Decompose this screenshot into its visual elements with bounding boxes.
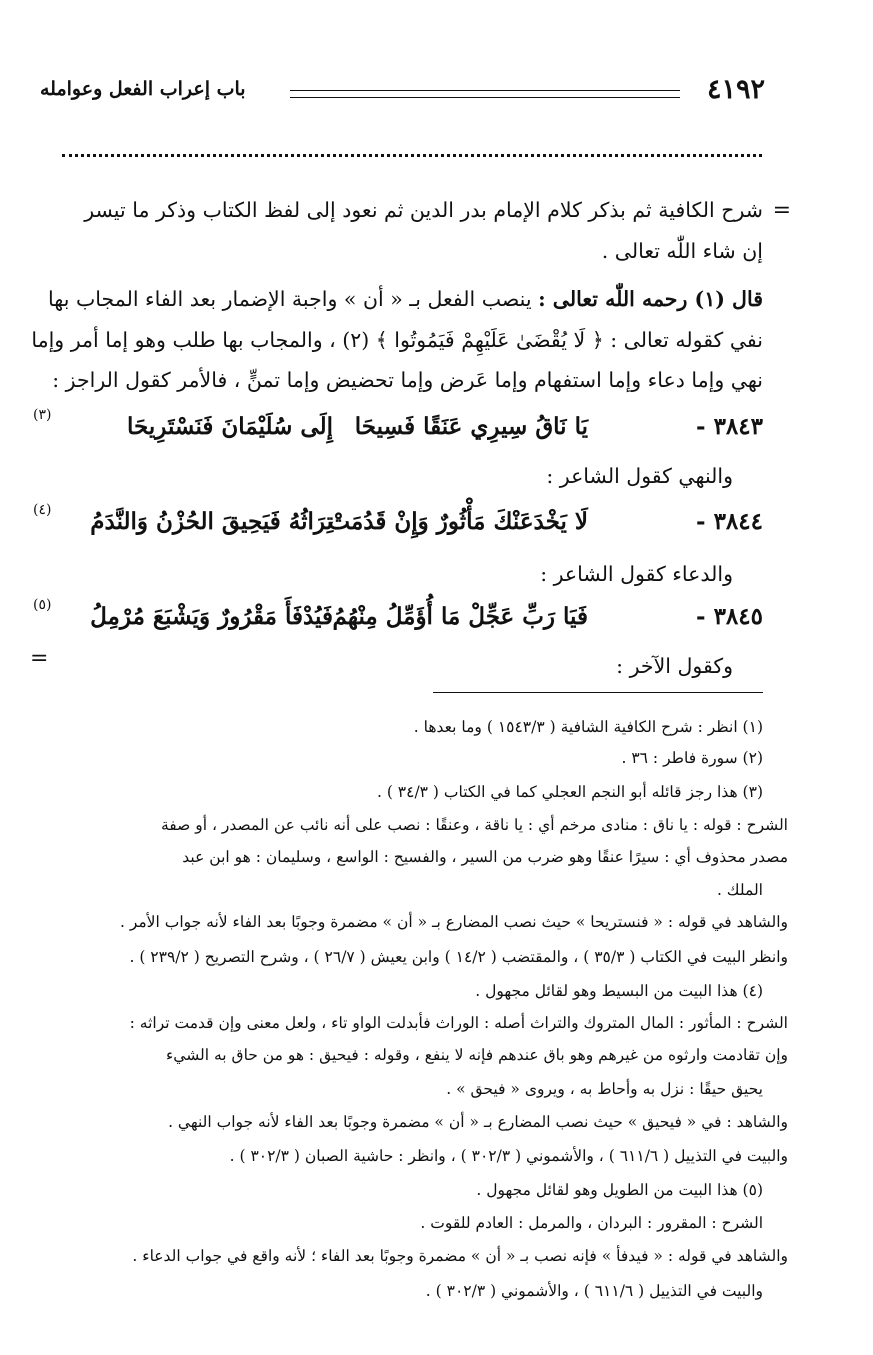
verse-number: ٣٨٤٥ - <box>696 603 763 630</box>
footnote-line: والشاهد في قوله : « فيدفأ » فإنه نصب بـ « أن » مضمرة وجوبًا بعد الفاء ؛ لأنه واقع في جواب الدعاء . <box>132 1247 788 1265</box>
dotted-divider <box>62 154 762 157</box>
footnote-line: يحيق حيقًا : نزل به وأحاط به ، ويروى « فيحق » . <box>446 1080 763 1098</box>
verse-3845 <box>33 597 763 637</box>
verse-hemistich-2: تِرَاثُهُ فَيَحِيقَ الحُزْنُ وَالنَّدَمُ <box>90 508 333 535</box>
verse-hemistich-1: لَا يَخْدَعَنْكَ مَأْثُورٌ وَإِنْ قَدُمَتْ <box>328 508 588 535</box>
footnote-line: (٤) هذا البيت من البسيط وهو لقائل مجهول . <box>475 982 763 1000</box>
footnote-line: الملك . <box>716 881 763 899</box>
chapter-title: باب إعراب الفعل وعوامله <box>40 78 246 100</box>
footnote-line: وإن تقادمت وارثوه من غيرهم وهو باق عندهم فإنه لا ينفع ، وقوله : فيحيق : هو من حاق به الشيء <box>166 1046 788 1064</box>
footnote-separator <box>433 692 763 693</box>
footnote-line: الشرح : قوله : يا ناق : منادى مرخم أي : يا ناقة ، وعنقًا : نصب على أنه نائب عن المصدر ، أو صفة <box>160 816 788 834</box>
footnote-ref: (٤) <box>33 502 52 518</box>
verse-3844 <box>33 502 763 542</box>
footnote-line: والبيت في التذييل ( ٦١١/٦ ) ، والأشموني ( ٣٠٢/٣ ) . <box>425 1282 763 1300</box>
footnote-line: (٣) هذا رجز قائله أبو النجم العجلي كما في الكتاب ( ٣٤/٣ ) . <box>376 783 763 801</box>
verse-3843 <box>33 407 763 447</box>
footnote-line: والشاهد : في « فيحيق » حيث نصب المضارع بـ « أن » مضمرة وجوبًا بعد الفاء لأنه جواب النهي . <box>168 1113 788 1131</box>
verse-intro-nahy: والنهي كقول الشاعر : <box>546 464 733 488</box>
verse-number: ٣٨٤٤ - <box>696 508 763 535</box>
footnote-line: والشاهد في قوله : « فنستريحا » حيث نصب المضارع بـ « أن » مضمرة وجوبًا بعد الفاء لأنه جواب الأمر . <box>119 913 788 931</box>
verse-hemistich-1: فَيَا رَبِّ عَجِّلْ مَا أُؤَمِّلُ مِنْهُمُ <box>332 603 588 630</box>
verse-hemistich-1: يَا نَاقُ سِيرِي عَنَقًا فَسِيحَا <box>354 413 588 440</box>
footnote-line: (١) انظر : شرح الكافية الشافية ( ١٥٤٣/٣ ) وما بعدها . <box>413 718 763 736</box>
paragraph-line-1-text: ينصب الفعل بـ « أن » واجبة الإضمار بعد الفاء المجاب بها <box>48 287 532 311</box>
footnote-line: الشرح : المأثور : المال المتروك والتراث أصله : الوراث فأبدلت الواو تاء ، ولعل معنى وإن قدمت تراثه : <box>129 1014 788 1032</box>
paragraph-line-2: نفي كقوله تعالى : ﴿ لَا يُقْضَىٰ عَلَيْهِمْ فَيَمُوتُوا ﴾ (٢) ، والمجاب بها طلب وهو إما أمر وإما <box>31 328 763 352</box>
header-double-rule <box>290 90 680 98</box>
verse-number: ٣٨٤٣ - <box>696 413 763 440</box>
footnote-line: وانظر البيت في الكتاب ( ٣٥/٣ ) ، والمقتضب ( ١٤/٢ ) وابن يعيش ( ٢٦/٧ ) ، وشرح التصريح ( ٢٣٩/٢ ) . <box>129 948 788 966</box>
intro-line-1: شرح الكافية ثم بذكر كلام الإمام بدر الدين ثم نعود إلى لفظ الكتاب وذكر ما تيسر <box>84 198 763 222</box>
continuation-mark-left: = <box>30 646 49 671</box>
verse-intro-duaa: والدعاء كقول الشاعر : <box>540 562 733 586</box>
footnote-line: والبيت في التذييل ( ٦١١/٦ ) ، والأشموني ( ٣٠٢/٣ ) ، وانظر : حاشية الصبان ( ٣٠٢/٣ ) . <box>229 1147 788 1165</box>
footnote-line: (٥) هذا البيت من الطويل وهو لقائل مجهول . <box>476 1181 763 1199</box>
verse-hemistich-2: إِلَى سُلَيْمَانَ فَنَسْتَرِيحَا <box>127 413 333 440</box>
verse-intro-other: وكقول الآخر : <box>616 654 733 678</box>
footnote-ref: (٣) <box>33 407 52 423</box>
footnote-ref: (٥) <box>33 597 52 613</box>
intro-line-2: إن شاء اللّٰه تعالى . <box>601 239 763 263</box>
paragraph-line-3: نهي وإما دعاء وإما استفهام وإما عَرض وإما تحضيض وإما تمنٍّ ، فالأمر كقول الراجز : <box>52 368 763 392</box>
footnote-line: (٢) سورة فاطر : ٣٦ . <box>621 749 763 767</box>
page-number: ٤١٩٢ <box>706 74 765 105</box>
footnote-line: مصدر محذوف أي : سيرًا عنقًا وهو ضرب من السير ، والفسيح : الواسع ، وسليمان : هو ابن عبد <box>182 848 788 866</box>
continuation-mark: = <box>772 198 791 223</box>
page-header <box>40 72 775 112</box>
author-attribution: قال (١) رحمه اللّٰه تعالى : <box>538 287 763 311</box>
footnote-line: الشرح : المقرور : البردان ، والمرمل : العادم للقوت . <box>420 1214 763 1232</box>
paragraph-line-1 <box>48 285 763 313</box>
verse-hemistich-2: فَيُدْفَأَ مَقْرُورٌ وَيَشْبَعَ مُرْمِلُ <box>90 603 333 630</box>
